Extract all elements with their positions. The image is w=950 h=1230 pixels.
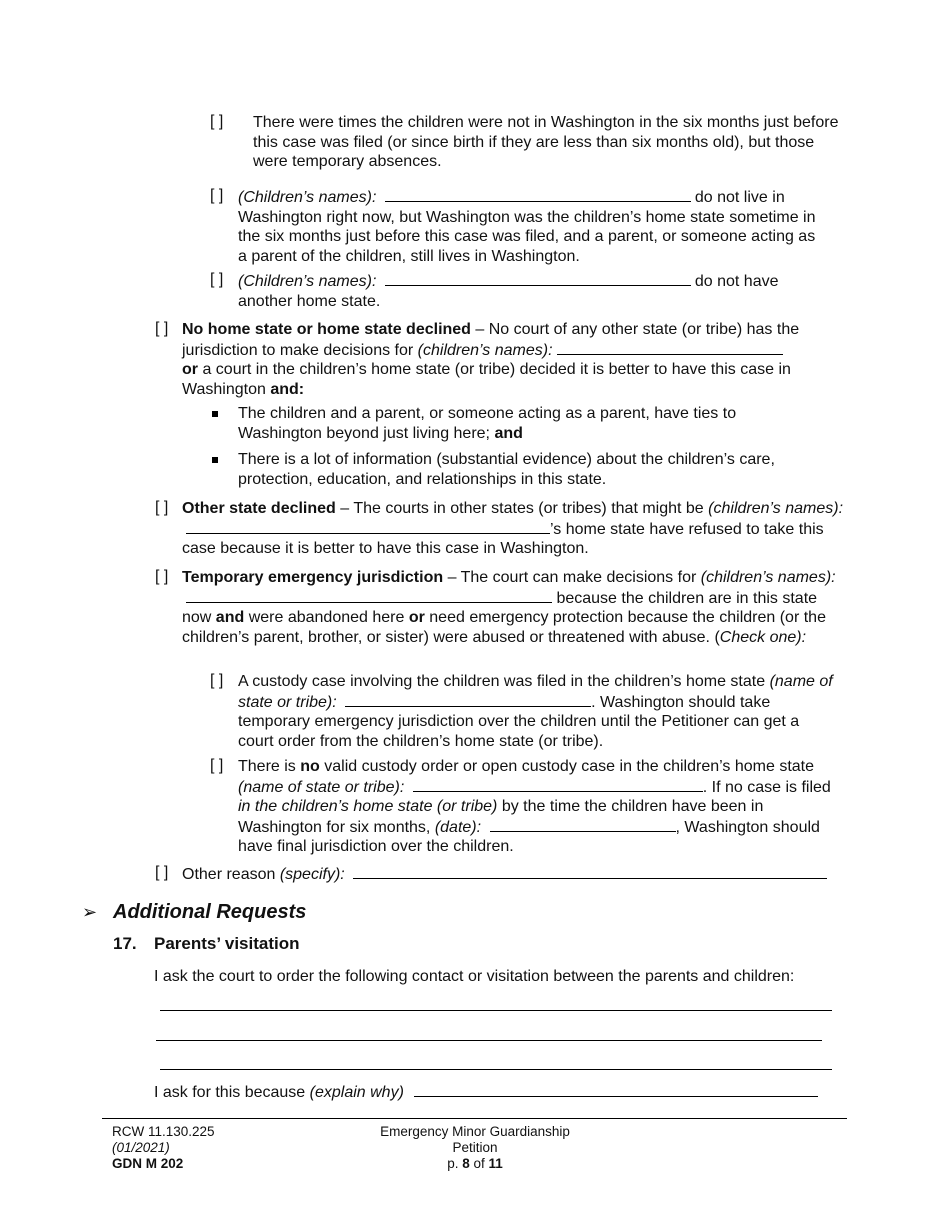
visitation-line-1[interactable] — [160, 1010, 832, 1011]
childrens-names-label: (Children’s names): — [238, 189, 377, 206]
checkbox-temporary-absences[interactable]: [ ] — [210, 113, 224, 130]
no-home-bullet-2: There is a lot of information (substantial evidence) about the children’s care, protection, education, and relationships in this state. — [238, 451, 775, 488]
no-other-rest: another home state. — [238, 292, 381, 310]
date-blank[interactable] — [490, 817, 676, 832]
footer-left — [112, 1124, 215, 1172]
custody-case-filed-text: A custody case involving the children was filed in the children’s home state (name of state or tribe): . Washington should take temporary emergency jurisdiction over the children until the Petitioner can get a court order from the children’s home state (or tribe). — [238, 673, 833, 750]
temporary-emergency-title: Temporary emergency jurisdiction — [182, 569, 444, 586]
arrow-bullet-icon: ➢ — [82, 902, 98, 922]
bullet-icon — [212, 411, 218, 417]
state-or-tribe-blank-2[interactable] — [413, 777, 703, 792]
footer-title-1: Emergency Minor Guardianship — [380, 1124, 570, 1139]
bullet-icon — [212, 457, 218, 463]
checkbox-no-home-state[interactable]: [ ] — [155, 320, 169, 337]
footer-page-number: p. 8 of 11 — [447, 1156, 503, 1171]
no-home-bullet-1: The children and a parent, or someone acting as a parent, have ties to Washington beyond just living here; and — [238, 405, 737, 442]
no-home-state-title: No home state or home state declined — [182, 321, 471, 338]
other-state-title: Other state declined — [182, 500, 336, 517]
additional-requests-heading: Additional Requests — [113, 901, 307, 923]
no-home-state-text: No home state or home state declined – No court of any other state (or tribe) has the jurisdiction to make decisions for (children’s names): or a court in the children’s home state (or tribe) decided it is better to have this case in Washington and: — [182, 321, 800, 398]
footer-rcw: RCW 11.130.225 — [112, 1124, 215, 1139]
visitation-line-2[interactable] — [156, 1040, 822, 1041]
childrens-names-blank-2[interactable] — [385, 271, 691, 286]
other-state-declined-text: Other state declined – The courts in other states (or tribes) that might be (children’s names): ’s home state have refused to take this case because it is better to have this case in Washington. — [182, 500, 844, 558]
no-valid-custody-order-text: There is no valid custody order or open custody case in the children’s home state (name of state or tribe): . If no case is filed in the children’s home state (or tribe) by the time the children have been in Washington for six months, (date): , Washington should have final jurisdiction over the children. — [238, 758, 831, 856]
footer-center — [340, 1124, 610, 1172]
other-state-childrens-names-blank[interactable] — [186, 519, 550, 534]
temporary-absences-text: There were times the children were not in Washington in the six months just before this case was filed (or since birth if they are less than six months old), but those were temporary absences. — [253, 114, 839, 171]
visitation-line-3[interactable] — [160, 1069, 832, 1070]
footer-title-2: Petition — [452, 1140, 498, 1155]
explain-why-blank[interactable] — [414, 1082, 818, 1097]
other-reason-blank[interactable] — [353, 864, 827, 879]
no-other-home-state-text — [238, 271, 828, 311]
checkbox-other-reason[interactable]: [ ] — [155, 864, 169, 881]
childrens-names-label-2: (Children’s names): — [238, 273, 377, 290]
other-reason-text: Other reason (specify): — [182, 864, 847, 885]
not-live-rest: Washington right now, but Washington was the children’s home state sometime in the six months just before this case was filed, and a parent, or someone acting as a parent of the children, still lives in Washington. — [238, 208, 816, 265]
checkbox-temporary-emergency[interactable]: [ ] — [155, 568, 169, 585]
section-17-number: 17. — [113, 934, 137, 953]
no-home-childrens-names-blank[interactable] — [557, 340, 783, 355]
checkbox-no-valid-custody-order[interactable]: [ ] — [210, 757, 224, 774]
no-other-after: do not have — [694, 273, 779, 290]
explain-why-text: I ask for this because (explain why) — [154, 1082, 844, 1103]
not-live-in-washington-text — [238, 187, 828, 266]
checkbox-other-state-declined[interactable]: [ ] — [155, 499, 169, 516]
not-live-after: do not live in — [694, 189, 785, 206]
section-17-title: Parents’ visitation — [154, 934, 300, 953]
temp-childrens-names-blank[interactable] — [186, 588, 552, 603]
footer-date: (01/2021) — [112, 1140, 170, 1155]
visitation-ask-text: I ask the court to order the following contact or visitation between the parents and children: — [154, 968, 795, 985]
footer-form-number: GDN M 202 — [112, 1156, 184, 1171]
state-or-tribe-blank[interactable] — [345, 692, 591, 707]
footer-divider — [102, 1118, 847, 1119]
checkbox-custody-case-filed[interactable]: [ ] — [210, 672, 224, 689]
checkbox-not-live-in-washington[interactable]: [ ] — [210, 187, 224, 204]
checkbox-no-other-home-state[interactable]: [ ] — [210, 271, 224, 288]
temporary-emergency-text: Temporary emergency jurisdiction – The court can make decisions for (children’s names): because the children are in this state now and were abandoned here or need emergency protection because the children (or the children’s parent, brother, or sister) were abused or threatened with abuse. (Check one): — [182, 569, 836, 646]
childrens-names-blank[interactable] — [385, 187, 691, 202]
